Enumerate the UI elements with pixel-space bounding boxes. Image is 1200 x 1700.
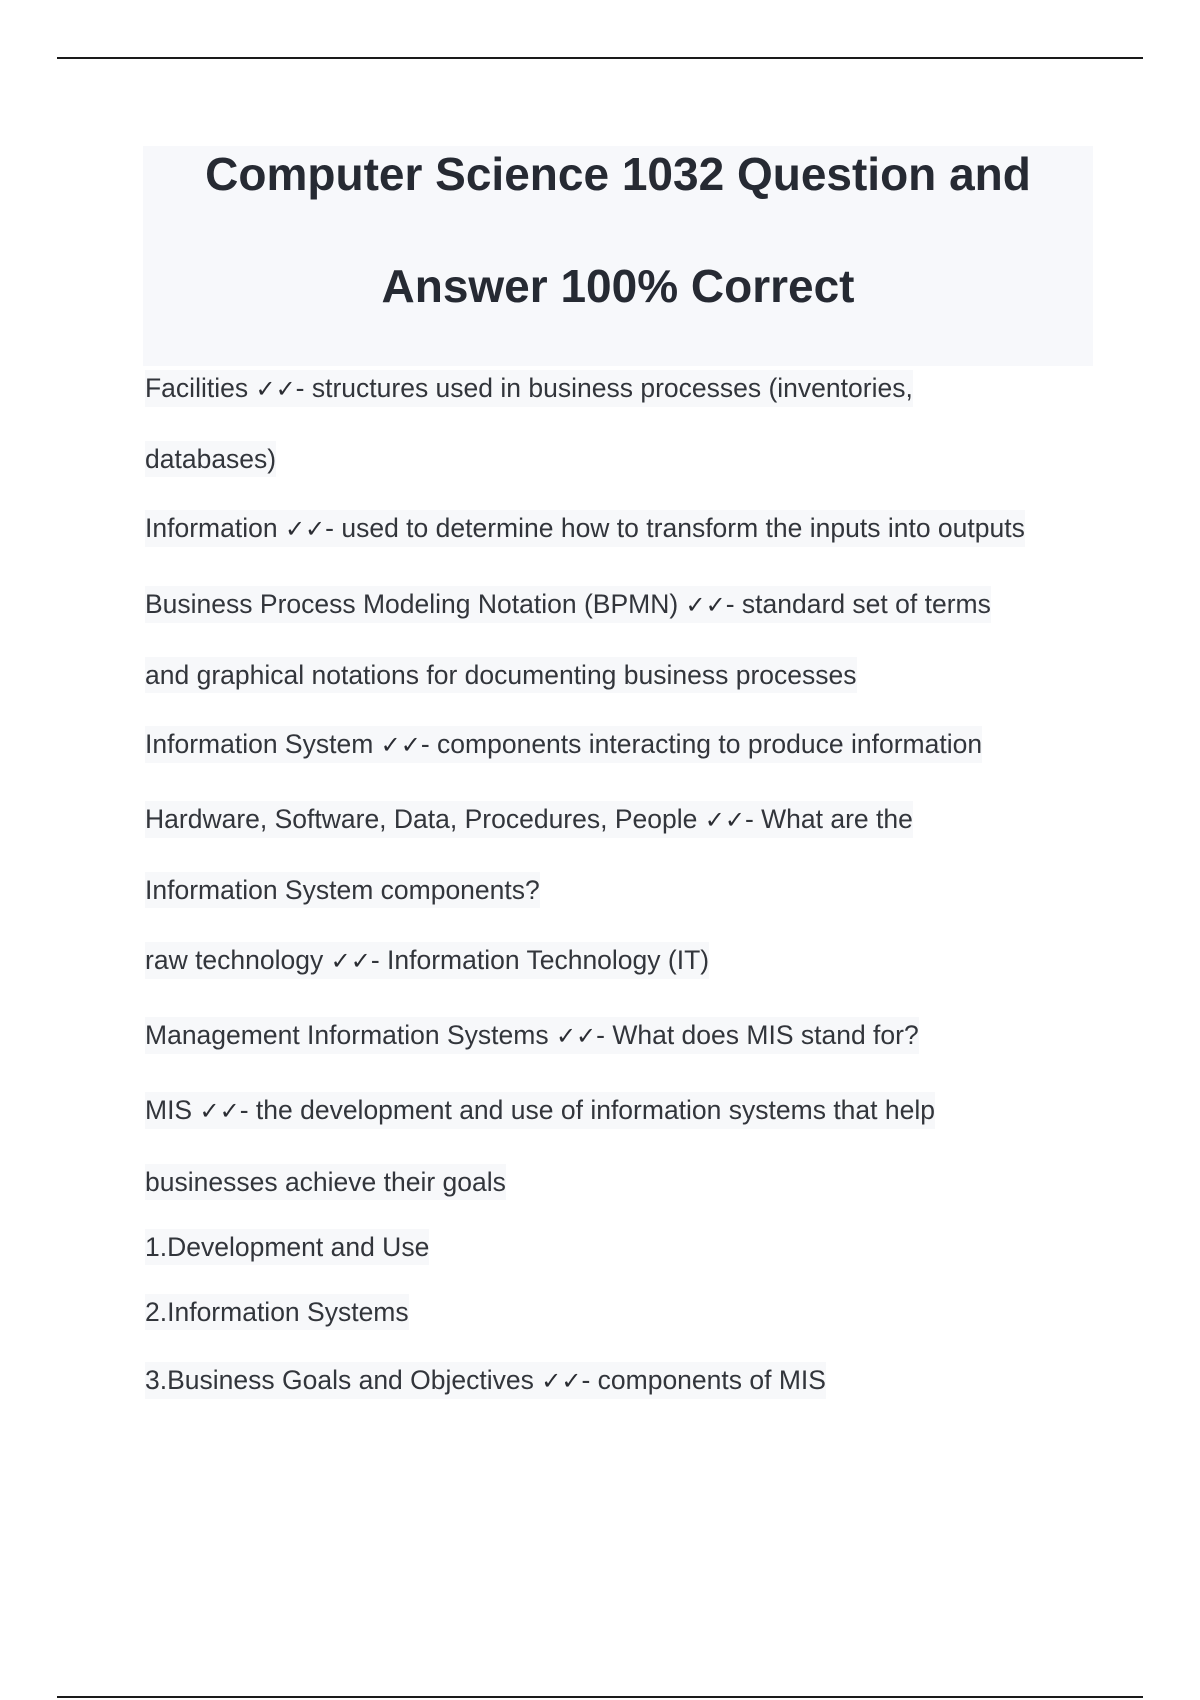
entry-line xyxy=(145,370,913,407)
entry-definition: - components interacting to produce information xyxy=(420,729,983,759)
entry-raw-technology xyxy=(145,942,709,979)
entry-term: Information xyxy=(145,513,285,543)
entry-term: MIS xyxy=(145,1095,200,1125)
entry-term: Facilities xyxy=(145,373,256,403)
entry-bpmn-continuation xyxy=(145,657,857,693)
entry-continuation: databases) xyxy=(145,441,276,477)
entry-definition: - the development and use of information systems that help xyxy=(239,1095,935,1125)
entry-line xyxy=(145,726,982,763)
entry-line xyxy=(145,942,709,979)
top-rule xyxy=(57,57,1143,59)
entry-mis-continuation xyxy=(145,1164,506,1200)
list-item-2 xyxy=(145,1294,409,1330)
entry-facilities-continuation xyxy=(145,441,276,477)
entry-term: 3.Business Goals and Objectives xyxy=(145,1365,542,1395)
entry-line xyxy=(145,586,991,623)
check-icon: ✓✓ xyxy=(541,1367,582,1395)
entry-line xyxy=(145,510,1025,547)
entry-line xyxy=(145,1362,826,1399)
check-icon: ✓✓ xyxy=(555,1022,597,1050)
list-item-text: 1.Development and Use xyxy=(145,1229,429,1265)
title-block xyxy=(143,146,1093,366)
entry-term: raw technology xyxy=(145,945,331,975)
entry-definition: - Information Technology (IT) xyxy=(370,945,710,975)
entry-definition: - structures used in business processes (inventories, xyxy=(295,373,913,403)
entry-term: Business Process Modeling Notation (BPMN) xyxy=(145,589,686,619)
entry-definition: - components of MIS xyxy=(581,1365,826,1395)
entry-mis xyxy=(145,1092,935,1129)
entry-bpmn xyxy=(145,586,991,623)
check-icon: ✓✓ xyxy=(199,1097,240,1125)
check-icon: ✓✓ xyxy=(380,731,421,759)
check-icon: ✓✓ xyxy=(284,515,326,543)
entry-continuation: businesses achieve their goals xyxy=(145,1164,506,1200)
entry-line xyxy=(145,1017,919,1054)
entry-mis-components xyxy=(145,1362,826,1399)
list-item-text: 2.Information Systems xyxy=(145,1294,409,1330)
entry-is-components xyxy=(145,801,913,838)
entry-definition: - What are the xyxy=(744,804,913,834)
check-icon: ✓✓ xyxy=(255,375,296,403)
entry-information xyxy=(145,510,1025,547)
entry-is-components-continuation xyxy=(145,872,540,908)
entry-term: Information System xyxy=(145,729,381,759)
entry-information-system xyxy=(145,726,982,763)
entry-continuation: and graphical notations for documenting business processes xyxy=(145,657,857,693)
check-icon: ✓✓ xyxy=(704,806,745,834)
entry-definition: - standard set of terms xyxy=(725,589,991,619)
entry-definition: - What does MIS stand for? xyxy=(596,1020,919,1050)
check-icon: ✓✓ xyxy=(685,591,726,619)
entry-term: Management Information Systems xyxy=(145,1020,556,1050)
document-title-line-1: Computer Science 1032 Question and xyxy=(205,148,1031,200)
entry-term: Hardware, Software, Data, Procedures, People xyxy=(145,804,705,834)
entry-definition: - used to determine how to transform the inputs into outputs xyxy=(325,513,1025,543)
entry-line xyxy=(145,1092,935,1129)
bottom-rule xyxy=(57,1696,1143,1698)
check-icon: ✓✓ xyxy=(330,947,371,975)
entry-facilities xyxy=(145,370,913,407)
entry-mis-meaning xyxy=(145,1017,919,1054)
entry-line xyxy=(145,801,913,838)
document-title-line-2: Answer 100% Correct xyxy=(381,260,855,312)
list-item-1 xyxy=(145,1229,429,1265)
entry-continuation: Information System components? xyxy=(145,872,540,908)
